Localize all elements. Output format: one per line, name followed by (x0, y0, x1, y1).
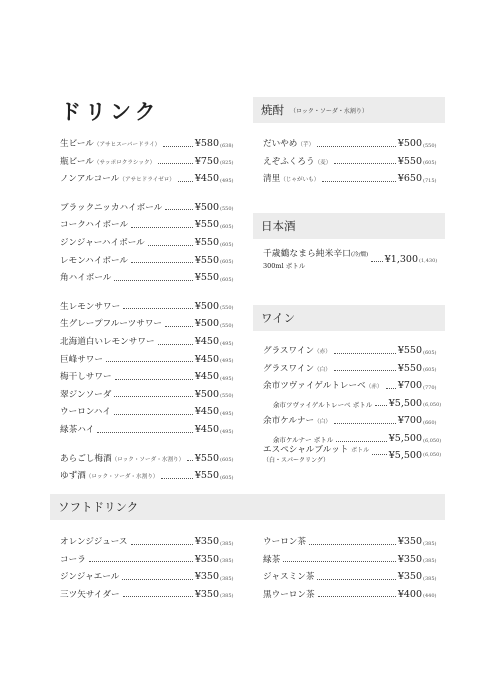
menu-item-name (60, 239, 145, 248)
soft-drink-list-left (60, 529, 242, 599)
menu-item-name (60, 391, 111, 400)
leader-dots (123, 308, 193, 309)
menu-item-label: 北海道白いレモンサワー (60, 336, 155, 347)
menu-item-price: ¥550 (194, 470, 219, 482)
menu-item (60, 564, 242, 582)
menu-item-name (60, 320, 162, 329)
menu-item-price: ¥450 (194, 424, 219, 435)
menu-item-label: ウーロンハイ (60, 407, 111, 418)
menu-item-label: グラスワイン (263, 363, 315, 374)
menu-item-name (60, 573, 119, 582)
menu-item-label: だいやめ (263, 139, 298, 149)
soft-drink-header-title: ソフトドリンク (58, 500, 139, 514)
leader-dots (372, 454, 387, 455)
leader-dots (106, 361, 193, 362)
menu-item (60, 399, 242, 417)
menu-item-tax-price: (495) (220, 428, 234, 435)
menu-item (263, 131, 445, 149)
leader-dots (336, 441, 387, 442)
menu-item-name (263, 402, 372, 409)
menu-item-label: えぞふくろう (263, 156, 315, 167)
menu-item-name (60, 472, 158, 481)
menu-item-label: 緑茶ハイ (60, 424, 95, 435)
leader-dots (161, 478, 192, 479)
menu-item (60, 131, 242, 149)
sparkling-sub: ボトル (351, 447, 370, 455)
menu-item (263, 408, 445, 426)
leader-dots (334, 163, 395, 164)
menu-item-price: ¥350 (194, 536, 219, 548)
other-group (60, 446, 242, 481)
menu-item-name (60, 591, 120, 600)
menu-item-name (263, 248, 368, 270)
menu-item-name (263, 591, 315, 600)
menu-item-name (60, 408, 111, 417)
menu-item-label: 余市ケルナー ボトル (273, 436, 334, 445)
page-title: ドリンク (60, 99, 160, 124)
leader-dots (371, 261, 383, 262)
sake-list (263, 248, 445, 270)
menu-item-label: ウーロン茶 (263, 537, 306, 547)
leader-dots (163, 146, 193, 147)
sake-sub: (冷/燗) (350, 252, 369, 258)
menu-item-sub: （赤） (314, 349, 331, 355)
menu-item-tax-price: (605) (220, 457, 234, 464)
menu-item (263, 149, 445, 167)
menu-item (263, 248, 445, 270)
shochu-header-title: 焼酎 (261, 103, 284, 117)
menu-item (60, 265, 242, 283)
leader-dots (317, 579, 395, 580)
menu-item-name (60, 426, 94, 435)
menu-item (263, 338, 445, 356)
menu-item-label: 余市ケルナー (263, 416, 315, 427)
shochu-header (253, 97, 445, 123)
menu-item-name (263, 437, 333, 444)
menu-item-price: ¥1,300 (384, 253, 418, 265)
leader-dots (178, 181, 193, 182)
menu-item-name (263, 538, 306, 547)
menu-item-price: ¥500 (194, 388, 219, 400)
menu-item-tax-price: (1,430) (419, 258, 438, 264)
leader-dots (187, 460, 193, 461)
menu-item-name (263, 556, 280, 565)
menu-item-name (263, 140, 314, 149)
menu-item-name (263, 417, 331, 426)
menu-item-price: ¥400 (397, 588, 422, 600)
leader-dots (322, 181, 395, 182)
menu-item-price: ¥5,500 (388, 397, 422, 409)
leader-dots (334, 353, 396, 354)
leader-dots (89, 561, 193, 562)
menu-item-name (60, 556, 86, 565)
menu-item-price: ¥550 (397, 345, 422, 357)
sake-header-title: 日本酒 (261, 219, 296, 233)
menu-item (60, 311, 242, 329)
leader-dots (283, 561, 396, 562)
menu-item-tax-price: (605) (423, 160, 437, 167)
menu-item-label: コーラ (60, 554, 86, 565)
menu-item-sub: （芋） (297, 142, 315, 148)
menu-item (263, 564, 445, 582)
menu-item (263, 166, 445, 184)
beer-group (60, 131, 242, 184)
menu-item (263, 391, 445, 409)
menu-item-tax-price: (385) (220, 540, 234, 547)
menu-item-label: 余市ツヴァイゲルトレーベ (263, 381, 366, 392)
menu-item-label: 余市ツヴァイゲルトレーベ ボトル (273, 400, 373, 409)
menu-item-tax-price: (605) (220, 223, 234, 230)
leader-dots (158, 163, 193, 164)
menu-item-sub: （アサヒドライゼロ） (119, 177, 175, 184)
menu-item-price: ¥450 (194, 336, 219, 348)
menu-item (263, 529, 445, 547)
menu-item-price: ¥550 (194, 272, 219, 284)
menu-item-name (263, 175, 319, 184)
leader-dots (309, 544, 396, 545)
menu-item-price: ¥350 (194, 588, 219, 600)
soft-drink-list-right (263, 529, 445, 599)
menu-item (60, 364, 242, 382)
menu-item-name (60, 175, 175, 184)
menu-item (60, 463, 242, 481)
menu-item-price: ¥750 (194, 155, 219, 167)
menu-item-price: ¥450 (194, 371, 219, 383)
wine-header-title: ワイン (261, 311, 296, 325)
sparkling-name: エスペシャルブルット (263, 445, 349, 456)
menu-item-name (263, 158, 331, 167)
menu-item (263, 582, 445, 600)
menu-item-name (60, 204, 162, 213)
highball-group (60, 195, 242, 283)
menu-item (60, 547, 242, 565)
menu-item-sub: （麦） (314, 159, 332, 166)
menu-item-price: ¥350 (194, 571, 219, 583)
menu-item-tax-price: (605) (220, 474, 234, 481)
menu-item-price: ¥450 (194, 173, 219, 185)
menu-item-price: ¥550 (194, 237, 219, 249)
leader-dots (375, 405, 387, 406)
leader-dots (131, 262, 193, 263)
menu-item-label: ジンジャーハイボール (60, 237, 145, 248)
menu-item-tax-price: (495) (220, 340, 234, 347)
menu-item-sub: （赤） (365, 384, 383, 391)
menu-item-label: 角ハイボール (60, 273, 112, 284)
menu-item-price: ¥500 (397, 138, 422, 150)
menu-item-tax-price: (825) (220, 160, 234, 167)
wine-list (263, 338, 445, 468)
menu-item-name (60, 221, 128, 230)
leader-dots (148, 245, 193, 246)
menu-item-price: ¥350 (194, 553, 219, 565)
menu-item-tax-price: (605) (220, 276, 234, 283)
menu-item-sub: （白） (314, 366, 331, 373)
menu-item (60, 347, 242, 365)
menu-item (60, 248, 242, 266)
menu-item-name (60, 338, 155, 347)
shochu-list (263, 131, 445, 184)
menu-item (60, 294, 242, 312)
menu-item-price: ¥350 (397, 536, 422, 548)
menu-item-name (60, 356, 103, 365)
menu-item-sub: （サッポロクラシック） (93, 159, 156, 166)
leader-dots (123, 596, 193, 597)
menu-item-price: ¥450 (194, 406, 219, 418)
menu-item (60, 166, 242, 184)
menu-item-label: 巨峰サワー (60, 354, 103, 365)
leader-dots (317, 146, 396, 147)
menu-item-tax-price: (660) (423, 419, 437, 426)
leader-dots (97, 432, 192, 433)
menu-item-tax-price: (385) (423, 575, 437, 582)
menu-item-price: ¥350 (397, 553, 422, 565)
menu-item-label: グラスワイン (263, 346, 315, 356)
menu-item-tax-price: (495) (220, 177, 234, 184)
menu-item-tax-price: (385) (220, 575, 234, 582)
menu-item (60, 382, 242, 400)
menu-item-tax-price: (385) (423, 540, 437, 547)
menu-item-price: ¥700 (397, 380, 422, 392)
menu-item-name (263, 382, 383, 391)
menu-item-name (60, 455, 184, 464)
menu-item-price: ¥650 (397, 173, 422, 185)
menu-item-tax-price: (385) (220, 593, 234, 600)
menu-item-name (60, 538, 128, 547)
menu-item-label: 梅干しサワー (60, 372, 112, 383)
soft-drink-header (50, 494, 445, 520)
menu-item-sub: （白） (314, 419, 331, 426)
menu-item-name (60, 373, 112, 382)
menu-item-tax-price: (385) (423, 558, 437, 565)
menu-item-label: 生ビール (60, 139, 94, 149)
leader-dots (122, 579, 192, 580)
menu-item-price: ¥550 (397, 362, 422, 374)
sour-group (60, 294, 242, 435)
menu-item-tax-price: (495) (220, 410, 234, 417)
sake-name: 千歳鶴なまら純米辛口 (263, 249, 351, 259)
menu-item (263, 426, 445, 444)
menu-item-name (263, 347, 331, 356)
menu-item-name (60, 303, 120, 312)
leader-dots (165, 209, 193, 210)
menu-item-sub: （ロック・ソーダ・水割り） (111, 456, 185, 463)
menu-item (263, 373, 445, 391)
menu-item-name (60, 274, 111, 283)
menu-item-price: ¥550 (194, 219, 219, 231)
menu-item-label: 三ツ矢サイダー (60, 589, 120, 600)
menu-item-tax-price: (605) (220, 259, 234, 266)
wine-header (253, 305, 445, 331)
menu-item-label: 瓶ビール (60, 156, 94, 167)
menu-item-label: あらごし梅酒 (60, 453, 112, 464)
menu-item-name (263, 573, 314, 582)
menu-item-tax-price: (550) (423, 142, 437, 149)
shochu-header-sub: （ロック・ソーダ・水割り） (290, 107, 368, 115)
menu-item-tax-price: (550) (220, 322, 234, 329)
menu-item-label: 黒ウーロン茶 (263, 589, 315, 600)
menu-item (60, 149, 242, 167)
menu-item-price: ¥500 (194, 300, 219, 312)
drink-list-left (60, 131, 242, 481)
menu-item-label: 生グレープフルーツサワー (60, 319, 163, 330)
menu-item (60, 582, 242, 600)
menu-item-price: ¥500 (194, 318, 219, 330)
menu-item-tax-price: (550) (220, 305, 234, 312)
menu-item (60, 212, 242, 230)
menu-item-price: ¥5,500 (388, 433, 422, 445)
menu-item (60, 195, 242, 213)
leader-dots (158, 344, 193, 345)
menu-item-name (60, 158, 155, 167)
leader-dots (386, 388, 396, 389)
menu-item-label: 緑茶 (263, 554, 281, 565)
leader-dots (114, 280, 192, 281)
sparkling-line2: （白・スパークリング） (263, 457, 330, 465)
menu-item-name (60, 140, 160, 149)
leader-dots (334, 423, 396, 424)
menu-item-sub: （じゃがいも） (280, 177, 320, 184)
menu-item-price: ¥500 (194, 201, 219, 213)
menu-item-tax-price: (550) (220, 393, 234, 400)
menu-item-tax-price: (605) (220, 241, 234, 248)
menu-item-label: 清里 (263, 174, 281, 185)
menu-item (60, 230, 242, 248)
sake-volume: 300ml ボトル (263, 262, 306, 270)
leader-dots (318, 596, 396, 597)
menu-item-price: ¥550 (194, 254, 219, 266)
menu-item-label: コークハイボール (60, 220, 129, 231)
menu-item-tax-price: (605) (423, 367, 437, 374)
menu-item-tax-price: (440) (423, 593, 437, 600)
menu-item-tax-price: (385) (220, 558, 234, 565)
menu-item-price: ¥450 (194, 353, 219, 365)
menu-item (60, 329, 242, 347)
menu-item-label: ジャスミン茶 (263, 572, 315, 583)
menu-item (263, 547, 445, 565)
menu-item-tax-price: (638) (220, 142, 234, 149)
menu-item-tax-price: (715) (423, 177, 437, 184)
menu-item-price: ¥550 (194, 452, 219, 464)
menu-item-label: ノンアルコール (60, 174, 120, 185)
menu-item-label: オレンジジュース (60, 537, 128, 547)
leader-dots (114, 396, 192, 397)
menu-item (60, 529, 242, 547)
menu-item-price: ¥700 (397, 415, 422, 427)
menu-item-tax-price: (495) (220, 375, 234, 382)
menu-item (263, 356, 445, 374)
leader-dots (165, 326, 193, 327)
menu-item-tax-price: (770) (423, 384, 437, 391)
menu-item-name (60, 257, 128, 266)
menu-item-label: 翠ジンソーダ (60, 389, 112, 400)
leader-dots (131, 227, 193, 228)
menu-item-tax-price: (495) (220, 358, 234, 365)
menu-item-name (263, 365, 331, 374)
menu-item-tax-price: (550) (220, 206, 234, 213)
menu-item-price: ¥350 (397, 571, 422, 583)
menu-item (263, 444, 445, 468)
leader-dots (115, 379, 193, 380)
menu-item-sub: （ロック・ソーダ・水割り） (85, 474, 159, 481)
menu-item-tax-price: (6,050) (423, 452, 442, 459)
menu-item-label: ジンジャエール (60, 572, 120, 583)
menu-item-name (263, 445, 369, 466)
leader-dots (131, 544, 193, 545)
menu-item-price: ¥5,500 (388, 449, 422, 461)
menu-item-label: レモンハイボール (60, 255, 128, 266)
menu-item (60, 446, 242, 464)
leader-dots (114, 414, 193, 415)
menu-item-price: ¥580 (194, 138, 219, 150)
menu-item-tax-price: (605) (423, 349, 437, 356)
leader-dots (334, 370, 396, 371)
menu-item (60, 417, 242, 435)
menu-item-label: 生レモンサワー (60, 301, 121, 312)
menu-item-label: ゆず酒 (60, 471, 86, 482)
sake-header (253, 213, 445, 239)
menu-item-label: ブラックニッカハイボール (60, 202, 163, 213)
menu-item-tax-price: (6,050) (423, 402, 442, 409)
menu-item-tax-price: (6,050) (423, 437, 442, 444)
menu-item-price: ¥550 (397, 155, 422, 167)
menu-item-sub: （アサヒスーパードライ） (93, 142, 161, 148)
